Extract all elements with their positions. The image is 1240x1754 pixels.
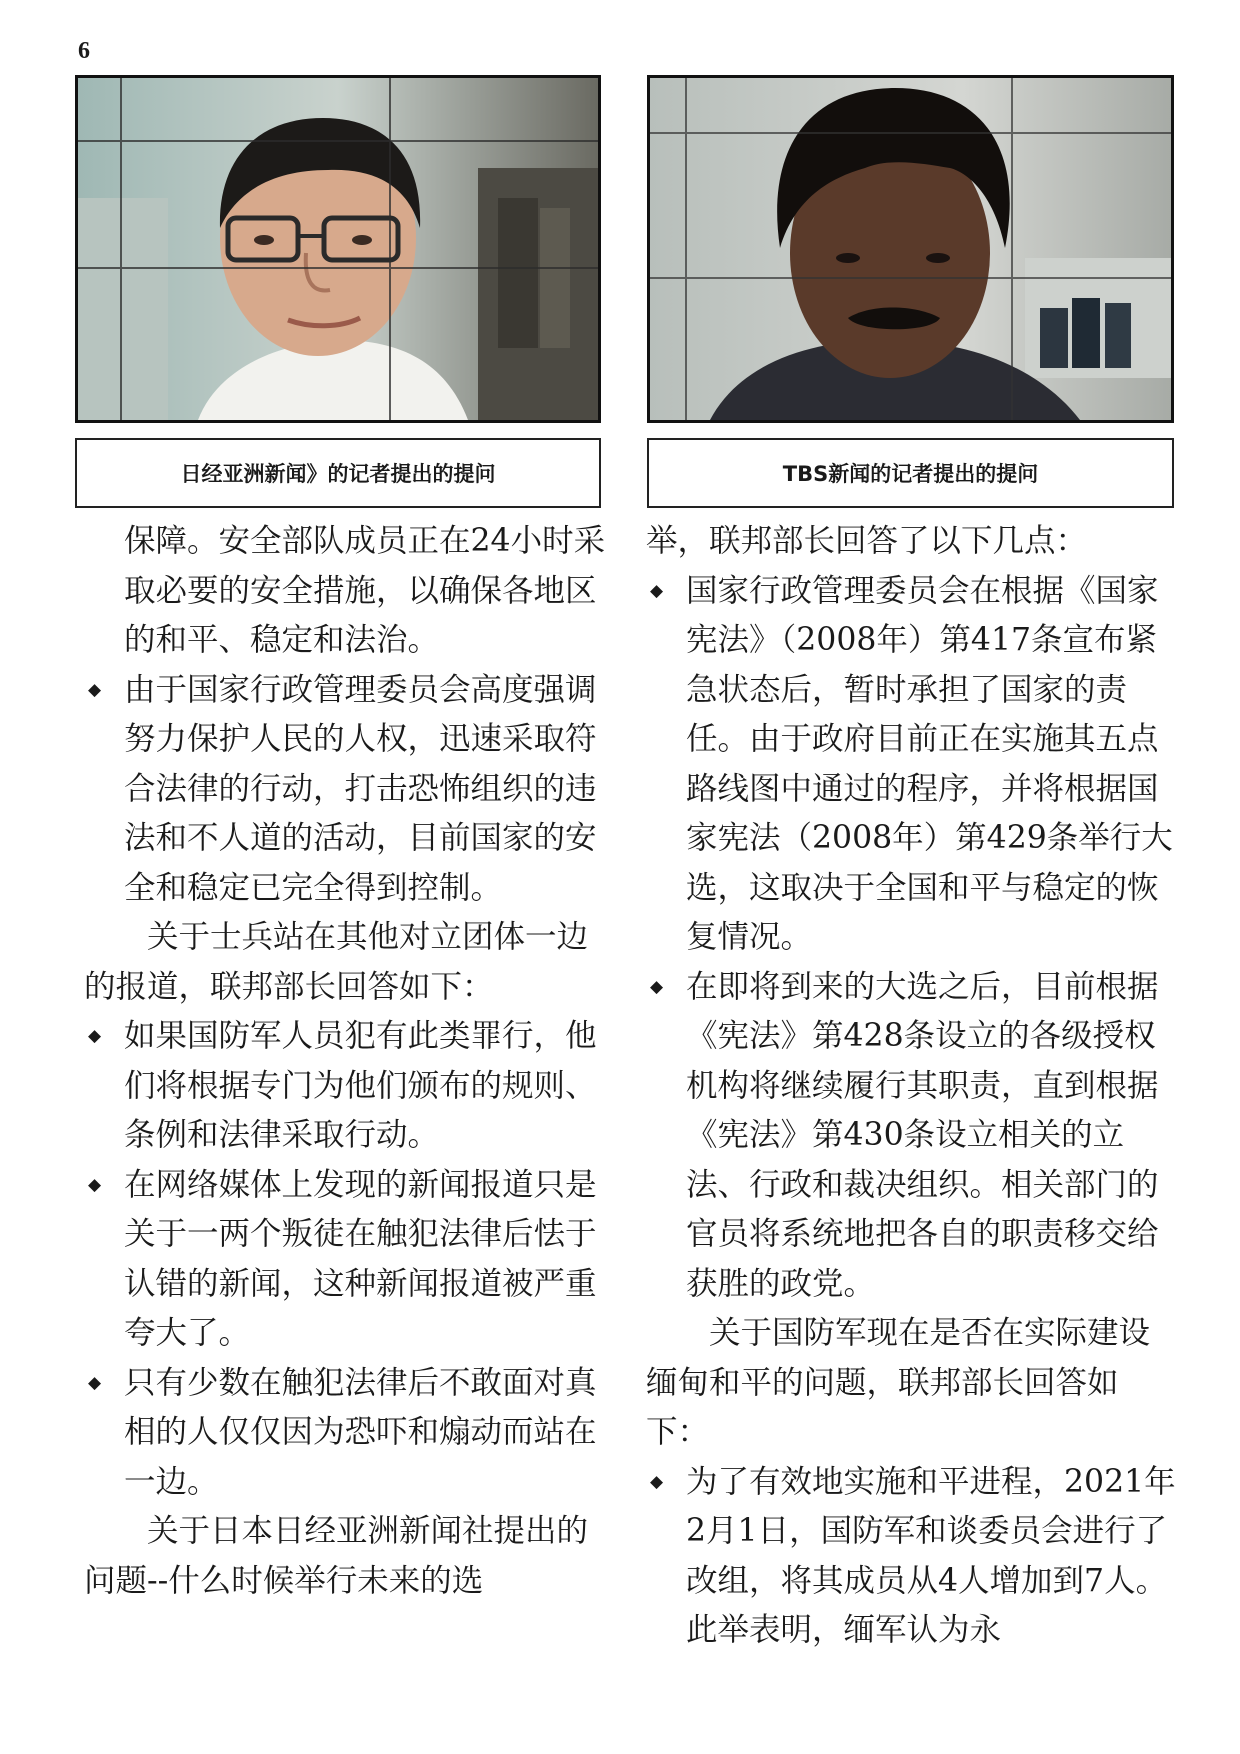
photo-tbs-reporter xyxy=(647,75,1174,423)
bullet-item xyxy=(646,963,1176,1310)
paragraph: 关于士兵站在其他对立团体一边的报道，联邦部长回答如下： xyxy=(84,919,589,1005)
paragraph: 举，联邦部长回答了以下几点： xyxy=(646,523,1088,559)
right-column xyxy=(646,517,1176,1656)
photo-caption-left: 日经亚洲新闻》的记者提出的提问 xyxy=(75,438,601,508)
paragraph: 关于国防军现在是否在实际建设缅甸和平的问题，联邦部长回答如下： xyxy=(646,1315,1151,1450)
page-number: 6 xyxy=(78,38,90,64)
bullet-item xyxy=(84,666,614,914)
photo-nikkei-reporter xyxy=(75,75,601,423)
diamond-bullet-icon: ◆ xyxy=(88,1174,102,1195)
bullet-text: 如果国防军人员犯有此类罪行，他们将根据专门为他们颁布的规则、条例和法律采取行动。 xyxy=(124,1018,597,1153)
bullet-text: 由于国家行政管理委员会高度强调努力保护人民的人权，迅速采取符合法律的行动，打击恐怖组织的违法和不人道的活动，目前国家的安全和稳定已完全得到控制。 xyxy=(124,671,597,906)
bullet-text: 为了有效地实施和平进程，2021年2月1日，国防军和谈委员会进行了改组，将其成员从4人增加到7人。此举表明，缅军认为永 xyxy=(686,1463,1176,1648)
video-call-image xyxy=(78,78,598,420)
bullet-item xyxy=(84,1012,614,1161)
left-column xyxy=(84,517,614,1606)
bullet-item xyxy=(84,1161,614,1359)
diamond-bullet-icon: ◆ xyxy=(88,1372,102,1393)
bullet-text: 国家行政管理委员会在根据《国家宪法》（2008年）第417条宣布紧急状态后，暂时承担了国家的责任。由于政府目前正在实施其五点路线图中通过的程序，并将根据国家宪法（2008年）第429条举行大选，这取决于全国和平与稳定的恢复情况。 xyxy=(686,572,1173,955)
paragraph: 关于日本日经亚洲新闻社提出的问题--什么时候举行未来的选 xyxy=(84,1513,589,1599)
bullet-item xyxy=(84,1359,614,1508)
diamond-bullet-icon: ◆ xyxy=(650,1471,664,1492)
diamond-bullet-icon: ◆ xyxy=(650,976,664,997)
diamond-bullet-icon: ◆ xyxy=(88,679,102,700)
bullet-item xyxy=(646,567,1176,963)
paragraph: 保障。安全部队成员正在24小时采取必要的安全措施，以确保各地区的和平、稳定和法治。 xyxy=(124,523,606,658)
diamond-bullet-icon: ◆ xyxy=(650,580,664,601)
video-call-image xyxy=(650,78,1171,420)
photo-caption-right: TBS新闻的记者提出的提问 xyxy=(647,438,1174,508)
bullet-text: 在网络媒体上发现的新闻报道只是关于一两个叛徒在触犯法律后怯于认错的新闻，这种新闻报道被严重夸大了。 xyxy=(124,1166,597,1351)
diamond-bullet-icon: ◆ xyxy=(88,1026,102,1046)
bullet-text: 只有少数在触犯法律后不敢面对真相的人仅仅因为恐吓和煽动而站在一边。 xyxy=(124,1364,597,1500)
bullet-text: 在即将到来的大选之后，目前根据《宪法》第428条设立的各级授权机构将继续履行其职责，直到根据《宪法》第430条设立相关的立法、行政和裁决组织。相关部门的官员将系统地把各自的职责移交给获胜的政党。 xyxy=(686,968,1159,1302)
bullet-item xyxy=(646,1458,1176,1656)
